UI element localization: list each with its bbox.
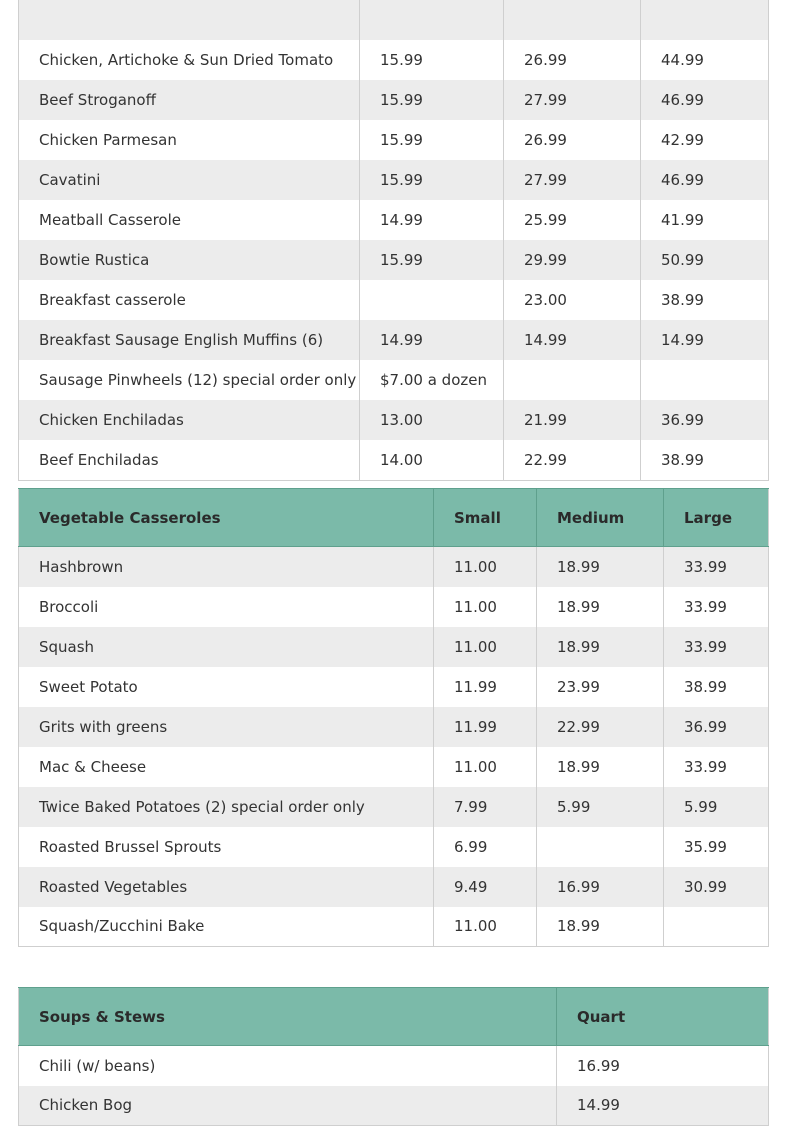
header-large: Large [664, 489, 769, 547]
price-large: 46.99 [641, 80, 769, 120]
price-large: 44.99 [641, 40, 769, 80]
table-row [19, 40, 769, 80]
price-medium: 23.00 [504, 280, 641, 320]
price-small: 11.00 [434, 587, 537, 627]
price-medium: 18.99 [537, 747, 664, 787]
table-row [19, 907, 769, 947]
price-medium: 23.99 [537, 667, 664, 707]
price-small: 14.99 [360, 320, 504, 360]
item-name: Roasted Vegetables [19, 867, 434, 907]
header-category: Vegetable Casseroles [19, 489, 434, 547]
item-name: Sweet Potato [39, 677, 138, 696]
price-small: 15.99 [360, 240, 504, 280]
price-small: 6.99 [434, 827, 537, 867]
price-large: 36.99 [641, 400, 769, 440]
price-large: 38.99 [641, 280, 769, 320]
table-row [19, 360, 769, 400]
price-small: 11.00 [434, 747, 537, 787]
item-name: Bowtie Rustica [19, 240, 360, 280]
item-name: Beef Enchiladas [39, 450, 159, 469]
header-small: Small [434, 489, 537, 547]
soups-stews-table [18, 987, 769, 1126]
item-name: Broccoli [39, 597, 99, 616]
price-small: 14.00 [360, 440, 504, 480]
table-row [19, 440, 769, 480]
price-small: 11.00 [434, 907, 537, 947]
header-medium: Medium [537, 489, 664, 547]
price-small: 9.49 [434, 867, 537, 907]
table-header-row [19, 988, 769, 1046]
price-small: 15.99 [360, 120, 504, 160]
price-medium: 26.99 [504, 120, 641, 160]
price-large [664, 907, 769, 947]
item-name: Mac & Cheese [39, 757, 147, 776]
item-name: Meatball Casserole [39, 211, 181, 229]
item-name: Sausage Pinwheels (12) special order only [39, 371, 357, 389]
item-name: Cavatini [19, 160, 360, 200]
table-row [19, 240, 769, 280]
price-medium: 5.99 [537, 787, 664, 827]
item-name: Squash [19, 627, 434, 667]
price-quart: 16.99 [557, 1046, 769, 1086]
item-name: Chicken Enchiladas [19, 400, 360, 440]
table-row [19, 400, 769, 440]
price-small: 11.99 [434, 707, 537, 747]
price-large: 46.99 [641, 160, 769, 200]
table-row [19, 707, 769, 747]
price-small: 11.00 [434, 627, 537, 667]
table-row [19, 120, 769, 160]
price-large: 14.99 [641, 320, 769, 360]
price-medium: 29.99 [504, 240, 641, 280]
price-large: 38.99 [664, 667, 769, 707]
table-row [19, 587, 769, 627]
table-row [19, 867, 769, 907]
table-row [19, 200, 769, 240]
table-row [19, 667, 769, 707]
item-name: Chicken Bog [19, 1086, 557, 1126]
price-large: 33.99 [664, 547, 769, 587]
price-medium: 21.99 [504, 400, 641, 440]
price-medium [537, 827, 664, 867]
price-medium: 25.99 [504, 200, 641, 240]
price-large: 36.99 [664, 707, 769, 747]
main-dishes-table [18, 0, 769, 481]
header-quart: Quart [557, 988, 769, 1046]
price-large: 30.99 [664, 867, 769, 907]
vegetable-casseroles-table [18, 488, 769, 947]
price-small: 7.99 [434, 787, 537, 827]
price-large: 50.99 [641, 240, 769, 280]
table-row [19, 280, 769, 320]
table-header-row [19, 489, 769, 547]
table-row [19, 80, 769, 120]
header-category: Soups & Stews [19, 988, 557, 1046]
table-row [19, 160, 769, 200]
item-name: Hashbrown [19, 547, 434, 587]
price-small: 13.00 [360, 400, 504, 440]
item-name: Beef Stroganoff [19, 80, 360, 120]
price-medium: 14.99 [504, 320, 641, 360]
price-large: 42.99 [641, 120, 769, 160]
price-medium: 18.99 [537, 587, 664, 627]
price-small: 11.99 [434, 667, 537, 707]
price-medium: 22.99 [537, 707, 664, 747]
table-row [19, 1046, 769, 1086]
item-name: Chicken Parmesan [39, 131, 177, 149]
price-large: 41.99 [641, 200, 769, 240]
price-large: 5.99 [664, 787, 769, 827]
price-medium: 18.99 [537, 907, 664, 947]
price-large: 35.99 [664, 827, 769, 867]
table-row [19, 320, 769, 360]
item-name: Roasted Brussel Sprouts [39, 837, 222, 856]
table-row [19, 627, 769, 667]
item-name: Grits with greens [19, 707, 434, 747]
price-large: 33.99 [664, 747, 769, 787]
price-small: 11.00 [434, 547, 537, 587]
table-row [19, 787, 769, 827]
table-row-partial [19, 0, 769, 40]
price-medium: 18.99 [537, 627, 664, 667]
price-quart: 14.99 [557, 1086, 769, 1126]
price-large: 38.99 [641, 440, 769, 480]
price-small: 14.99 [360, 200, 504, 240]
price-medium: 27.99 [504, 80, 641, 120]
item-name: Squash/Zucchini Bake [39, 917, 205, 936]
item-name: Twice Baked Potatoes (2) special order only [19, 787, 434, 827]
price-medium: 27.99 [504, 160, 641, 200]
price-large: 33.99 [664, 627, 769, 667]
item-name: Breakfast casserole [39, 291, 186, 309]
price-small: 15.99 [360, 40, 504, 80]
price-small: $7.00 a dozen [360, 360, 504, 400]
table-row [19, 747, 769, 787]
price-small: 15.99 [360, 160, 504, 200]
price-medium [504, 360, 641, 400]
price-medium: 18.99 [537, 547, 664, 587]
price-medium: 26.99 [504, 40, 641, 80]
table-row [19, 547, 769, 587]
price-large: 33.99 [664, 587, 769, 627]
price-small [360, 280, 504, 320]
price-medium: 22.99 [504, 440, 641, 480]
price-medium: 16.99 [537, 867, 664, 907]
item-name: Chicken, Artichoke & Sun Dried Tomato [39, 51, 334, 69]
item-name: Chili (w/ beans) [39, 1056, 156, 1075]
table-row [19, 827, 769, 867]
item-name: Breakfast Sausage English Muffins (6) [19, 320, 360, 360]
price-large [641, 360, 769, 400]
price-small: 15.99 [360, 80, 504, 120]
